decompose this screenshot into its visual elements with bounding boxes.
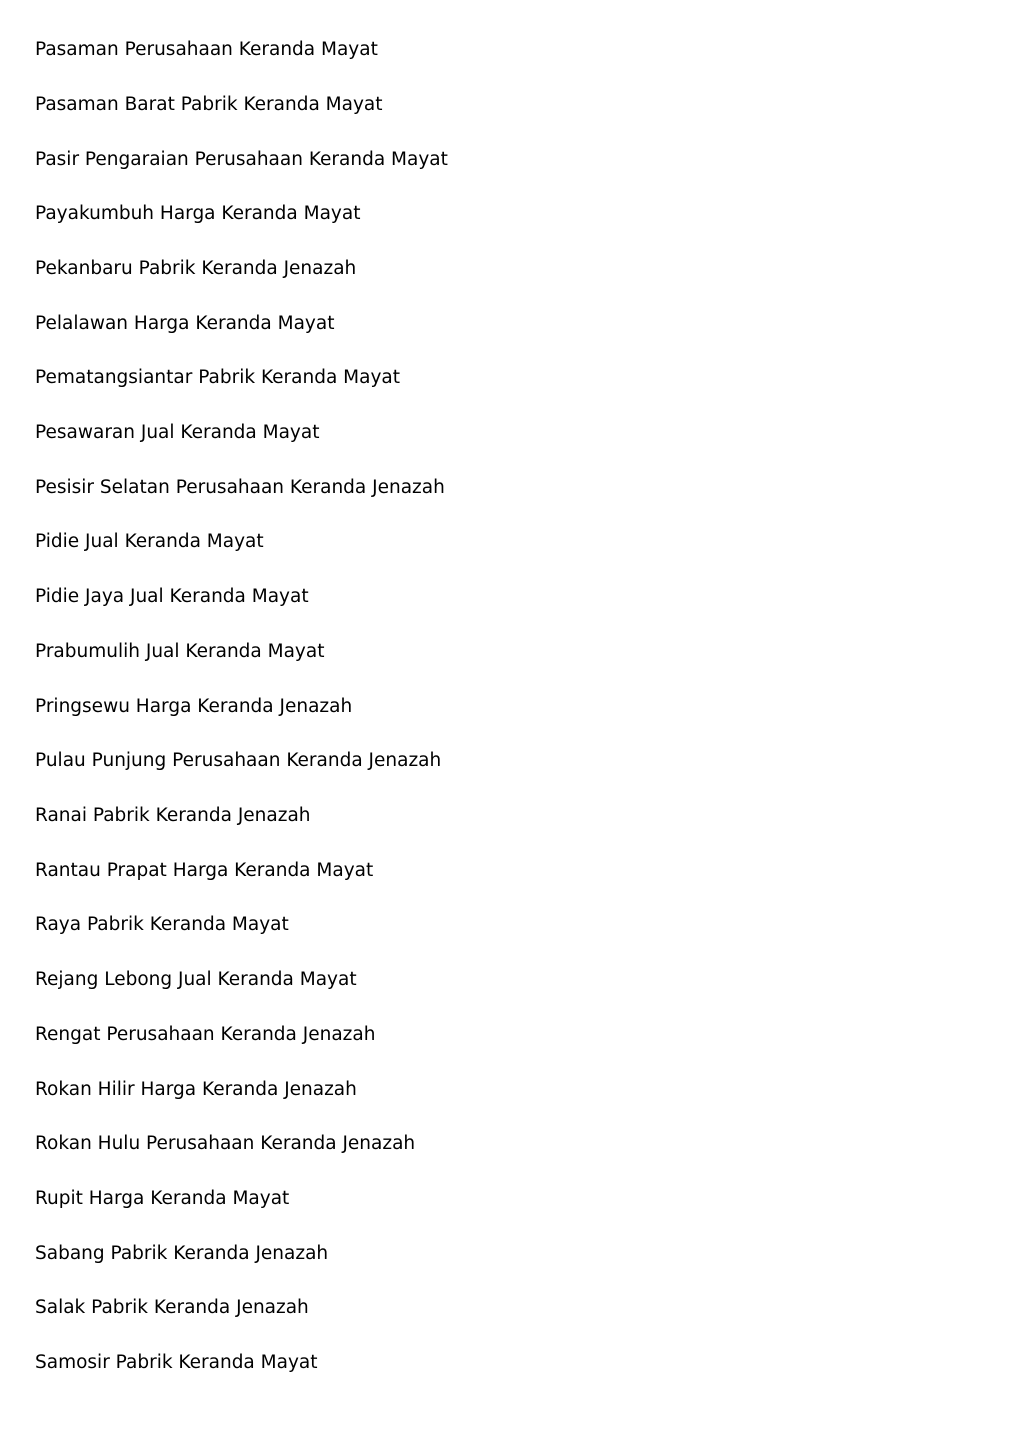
list-item: Pidie Jual Keranda Mayat [35, 531, 264, 552]
list-item: Pasaman Barat Pabrik Keranda Mayat [35, 94, 383, 115]
list-item: Pelalawan Harga Keranda Mayat [35, 313, 335, 334]
list-item: Pasir Pengaraian Perusahaan Keranda Mayat [35, 149, 448, 170]
list-item: Pringsewu Harga Keranda Jenazah [35, 696, 353, 717]
list-item: Rengat Perusahaan Keranda Jenazah [35, 1024, 376, 1045]
list-item: Pidie Jaya Jual Keranda Mayat [35, 586, 309, 607]
list-item: Pesisir Selatan Perusahaan Keranda Jenazah [35, 477, 445, 498]
list-item: Samosir Pabrik Keranda Mayat [35, 1352, 318, 1373]
list-item: Pasaman Perusahaan Keranda Mayat [35, 39, 378, 60]
list-item: Salak Pabrik Keranda Jenazah [35, 1297, 309, 1318]
list-item: Pematangsiantar Pabrik Keranda Mayat [35, 367, 401, 388]
list-item: Ranai Pabrik Keranda Jenazah [35, 805, 311, 826]
list-item: Rejang Lebong Jual Keranda Mayat [35, 969, 357, 990]
list-item: Rantau Prapat Harga Keranda Mayat [35, 860, 374, 881]
list-item: Pulau Punjung Perusahaan Keranda Jenazah [35, 750, 442, 771]
list-item: Prabumulih Jual Keranda Mayat [35, 641, 325, 662]
list-item: Rokan Hilir Harga Keranda Jenazah [35, 1079, 357, 1100]
list-item: Raya Pabrik Keranda Mayat [35, 914, 289, 935]
list-item: Pekanbaru Pabrik Keranda Jenazah [35, 258, 357, 279]
list-item: Sabang Pabrik Keranda Jenazah [35, 1243, 329, 1264]
list-item: Rupit Harga Keranda Mayat [35, 1188, 290, 1209]
list-item: Rokan Hulu Perusahaan Keranda Jenazah [35, 1133, 416, 1154]
list-item: Pesawaran Jual Keranda Mayat [35, 422, 320, 443]
list-item: Payakumbuh Harga Keranda Mayat [35, 203, 361, 224]
